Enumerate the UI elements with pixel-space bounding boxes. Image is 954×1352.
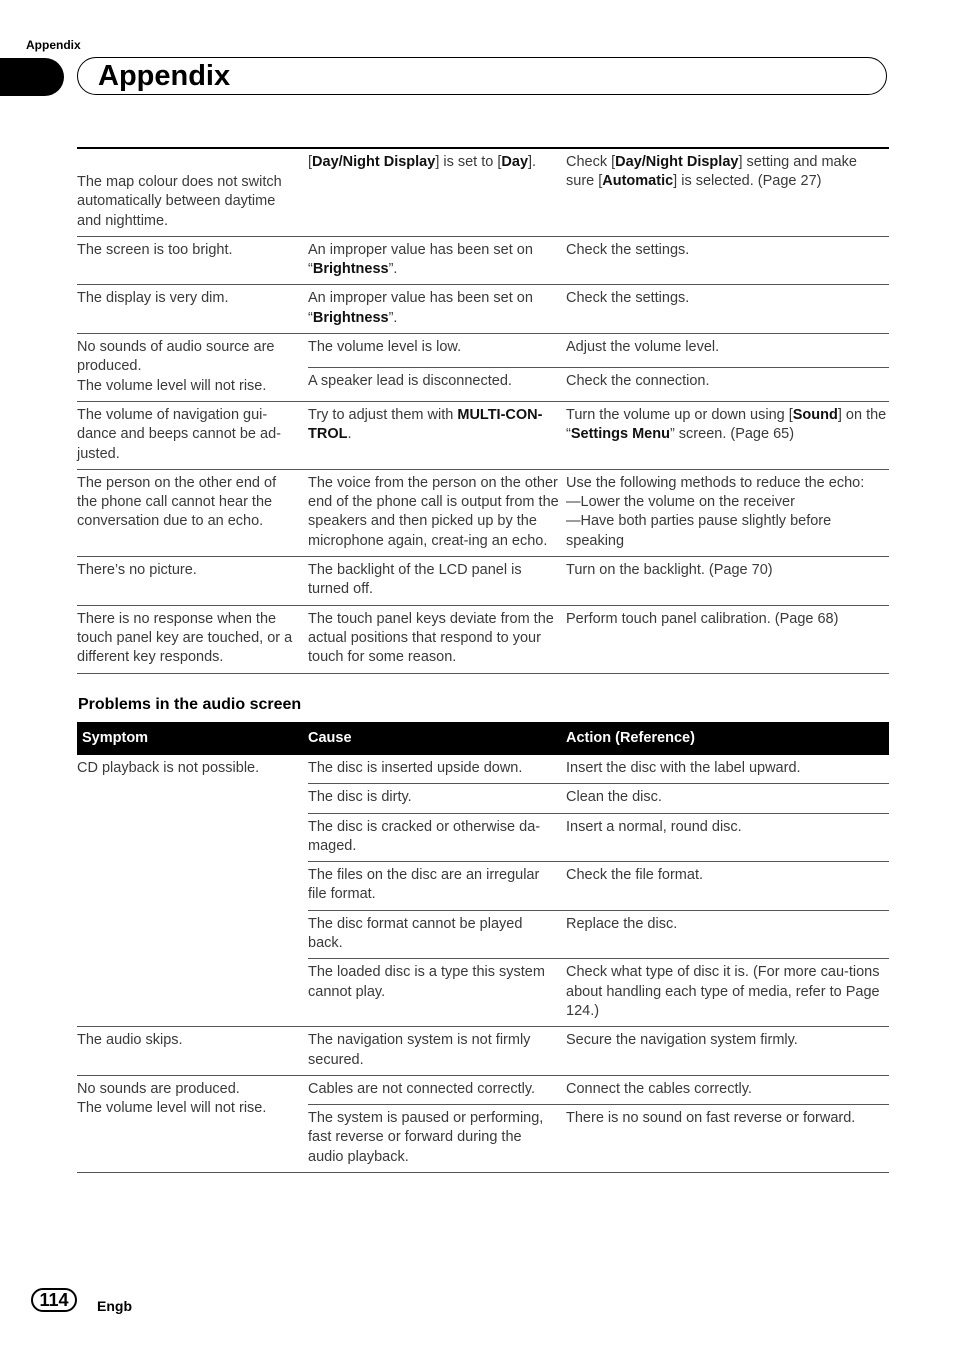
action-cell: Clean the disc. [566,784,889,813]
text-run: ] is selected. (Page 27) [673,173,822,190]
table-row [77,1027,889,1076]
symptom-cell: There’s no picture. [77,557,308,606]
table-row [77,605,889,673]
action-cell: Connect the cables correctly. [566,1075,889,1104]
bold-term: MULTI-CON-TROL [308,406,543,443]
symptom-cell: CD playback is not possible. [77,755,308,1027]
action-cell: There is no sound on fast reverse or forward. [566,1105,889,1173]
header-action: Action (Reference) [566,722,889,755]
text-run: An improper value has been set on “ [308,241,533,278]
cause-cell [308,334,566,368]
language-code: Engb [97,1298,132,1314]
text-run: [ [308,154,313,170]
action-cell [566,469,889,556]
text-run: Check [ [566,154,616,170]
cause-cell: The files on the disc are an irregular file format. [308,862,566,911]
action-cell: Secure the navigation system firmly. [566,1027,889,1076]
symptom-cell [77,1075,308,1172]
symptom-cell: The audio skips. [77,1027,308,1076]
action-cell [566,557,889,606]
table-row [77,1075,889,1104]
action-cell [566,368,889,402]
action-cell: Insert a normal, round disc. [566,813,889,862]
table-row [77,469,889,556]
page-number: 114 [31,1288,77,1312]
text-run: Turn the volume up or down using [ [566,406,793,423]
page-title: Appendix [98,60,231,92]
text-line: No sounds are produced. [77,1080,240,1097]
text-run: ]. [528,154,537,170]
cause-cell [308,148,566,236]
cause-cell: The disc is dirty. [308,784,566,813]
header-symptom: Symptom [77,722,308,755]
action-cell: Replace the disc. [566,910,889,959]
text-run: ] is set to [ [435,154,502,170]
text-run: The volume level is low. [308,339,462,356]
cause-cell [308,401,566,469]
cause-cell [308,469,566,556]
cause-cell: The disc is cracked or otherwise da-maged. [308,813,566,862]
action-cell: Check the file format. [566,862,889,911]
text-run: ] on the “ [566,406,887,443]
table-row [77,285,889,334]
text-run: ] setting and make sure [ [566,154,857,190]
cause-cell [308,368,566,402]
text-run: ”. [388,309,398,326]
troubleshooting-table-navigation [77,147,889,674]
action-cell: Check what type of disc it is. (For more cau-tions about handling each type of media, refer to Page 124.) [566,959,889,1027]
text-run [566,474,889,551]
text-run: Check the settings. [566,290,690,307]
symptom-cell [77,334,308,402]
cause-cell [308,557,566,606]
cause-cell: The disc is inserted upside down. [308,755,566,784]
bold-term: Day/Night Display [312,154,436,170]
text-run: The backlight of the LCD panel is turned off. [308,562,522,598]
table-row [77,334,889,368]
text-run: Turn on the backlight. (Page 70) [566,562,773,579]
text-run: Perform touch panel calibration. (Page 68) [566,610,839,627]
action-cell [566,401,889,469]
text-run: An improper value has been set on “ [308,290,533,326]
cause-cell [308,605,566,673]
text-line: The volume level will not rise. [77,1100,267,1117]
cause-cell: The navigation system is not firmly secured. [308,1027,566,1076]
bold-term: Brightness [312,261,389,278]
header-cause: Cause [308,722,566,755]
table-row [77,401,889,469]
bold-term: Brightness [312,309,389,326]
cause-cell: The disc format cannot be played back. [308,910,566,959]
text-line: Use the following methods to reduce the echo: [566,474,865,491]
cause-cell: The system is paused or performing, fast reverse or forward during the audio playback. [308,1105,566,1173]
cause-cell: Cables are not connected correctly. [308,1075,566,1104]
symptom-cell: There is no response when the touch panel key are touched, or a different key responds. [77,605,308,673]
text-run: A speaker lead is disconnected. [308,373,512,390]
symptom-cell: The map colour does not switch automatically between daytime and nighttime. [77,148,308,236]
symptom-cell: The person on the other end of the phone call cannot hear the conversation due to an echo. [77,469,308,556]
section-tab-marker [0,58,64,96]
bold-term: Automatic [602,173,674,190]
table-row [77,148,889,236]
text-run: Check the connection. [566,373,710,390]
cause-cell [308,285,566,334]
text-run: The touch panel keys deviate from the actual positions that respond to your touch for some reason. [308,610,554,666]
symptom-cell: The volume of navigation gui-dance and beeps cannot be ad-justed. [77,401,308,469]
bold-term: Day/Night Display [615,154,739,170]
action-cell [566,334,889,368]
table-row [77,236,889,285]
table-row [77,557,889,606]
action-cell: Insert the disc with the label upward. [566,755,889,784]
text-run: Check the settings. [566,241,690,258]
troubleshooting-table-audio [77,722,889,1173]
action-cell [566,236,889,285]
action-cell [566,148,889,236]
action-cell [566,605,889,673]
action-cell [566,285,889,334]
bold-term: Sound [792,406,838,423]
title-banner [77,57,887,95]
text-run: The voice from the person on the other end of the phone call is output from the speakers and then picked up by the microphone again, creat-ing an echo. [308,474,559,549]
bold-term: Settings Menu [570,426,670,443]
section-label: Appendix [26,38,81,52]
table-header-row [77,722,889,755]
cause-cell [308,236,566,285]
symptom-cell: The screen is too bright. [77,236,308,285]
symptom-cell: The display is very dim. [77,285,308,334]
section-heading-audio: Problems in the audio screen [78,696,302,713]
text-run: . [347,426,352,443]
text-line: —Have both parties pause slightly before speaking [566,513,832,549]
text-run: ” screen. (Page 65) [669,426,795,443]
table-row [77,755,889,784]
text-line: —Lower the volume on the receiver [566,494,795,511]
bold-term: Day [501,154,529,170]
text-run: ”. [388,261,398,278]
text-line: No sounds of audio source are produced. [77,339,275,375]
text-line: The volume level will not rise. [77,377,267,394]
text-run: Adjust the volume level. [566,339,720,356]
text-run: Try to adjust them with [308,406,458,423]
cause-cell: The loaded disc is a type this system cannot play. [308,959,566,1027]
